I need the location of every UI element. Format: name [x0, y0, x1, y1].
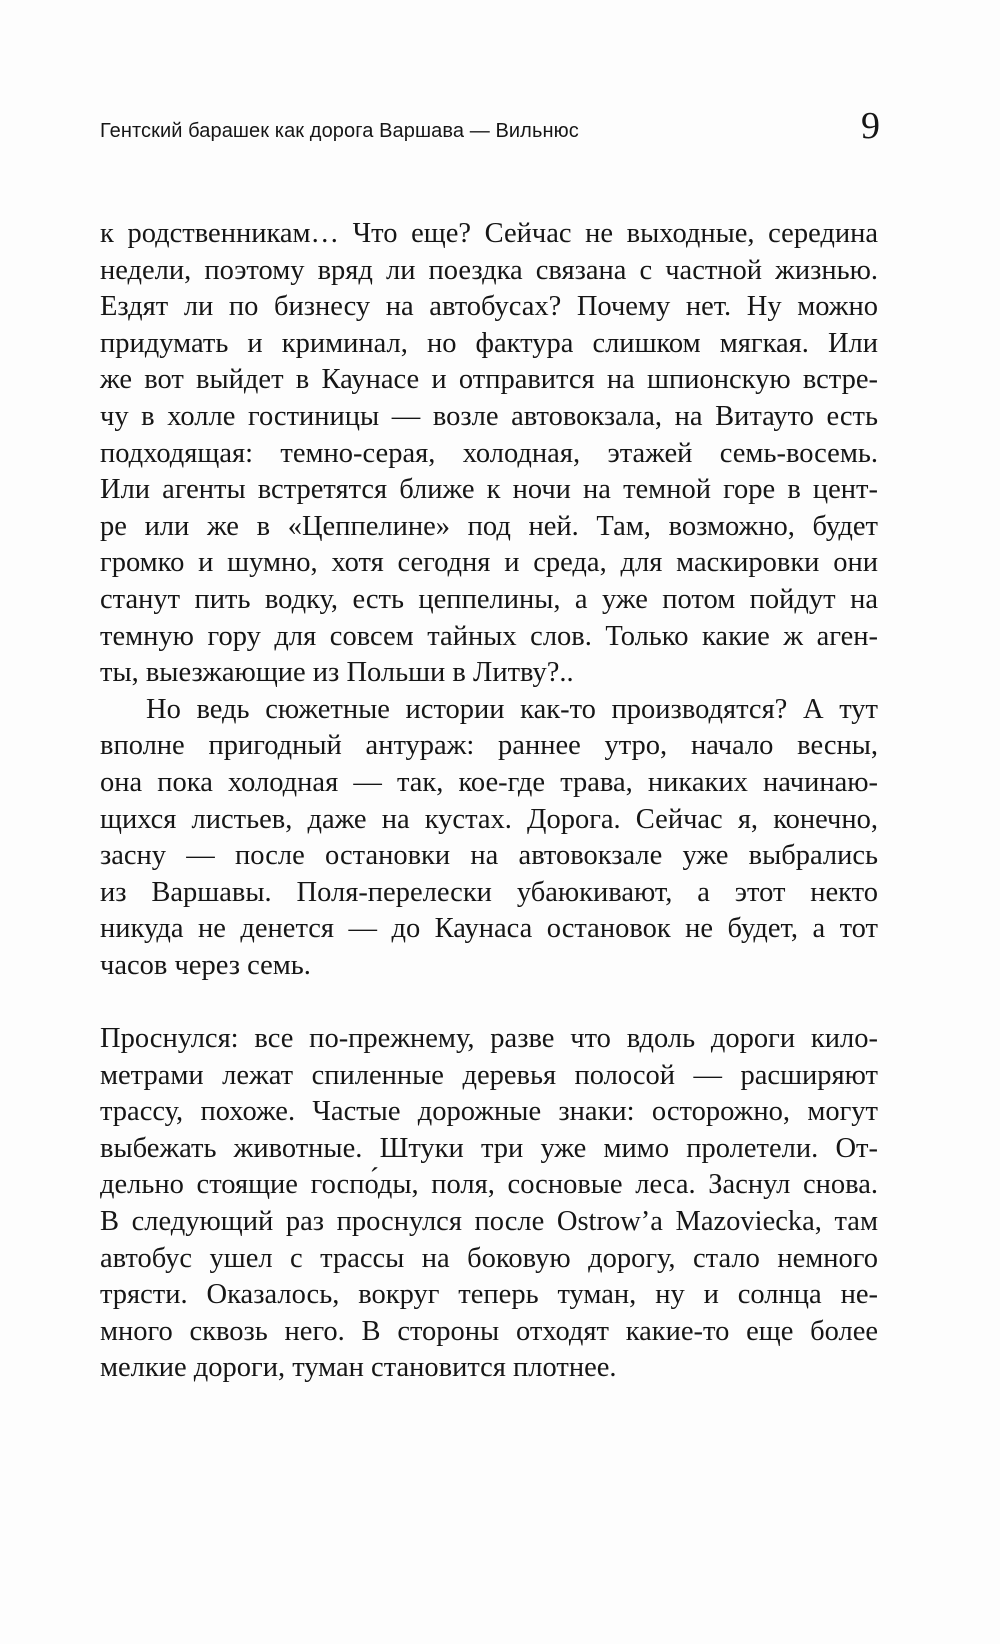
text-line: В следующий раз проснулся после Ostrow’a Mazoviecka, там — [100, 1206, 878, 1238]
text-line: трассу, похоже. Частые дорожные знаки: осторожно, могут — [100, 1096, 878, 1128]
text-line: вполне пригодный антураж: раннее утро, начало весны, — [100, 730, 878, 762]
text-line: недели, поэтому вряд ли поездка связана с частной жизнью. — [100, 254, 878, 286]
text-line: она пока холодная — так, кое-где трава, никаких начинаю- — [100, 766, 878, 798]
paragraph-1 — [100, 216, 878, 692]
running-title: Гентский барашек как дорога Варшава — Вильнюс — [100, 120, 579, 142]
paragraph-3 — [100, 1021, 878, 1387]
text-line: никуда не денется — до Каунаса остановок не будет, а тот — [100, 913, 878, 945]
text-line: ре или же в «Цеппелине» под ней. Там, возможно, будет — [100, 510, 878, 542]
text-line: выбежать животные. Штуки три уже мимо пролетели. От- — [100, 1132, 878, 1164]
paragraph-2 — [100, 692, 878, 985]
page-number: 9 — [861, 105, 880, 147]
text-line: из Варшавы. Поля-перелески убаюкивают, а этот некто — [100, 876, 878, 908]
text-line: Или агенты встретятся ближе к ночи на темной горе в цент- — [100, 474, 878, 506]
text-line: же вот выйдет в Каунасе и отправится на шпионскую встре- — [100, 364, 878, 396]
text-line: мелкие дороги, туман становится плотнее. — [100, 1352, 617, 1384]
body-text — [100, 216, 878, 1387]
text-line: к родственникам… Что еще? Сейчас не выходные, середина — [100, 218, 878, 249]
section-break — [100, 984, 878, 1021]
text-line: Но ведь сюжетные истории как-то производятся? А тут — [146, 693, 878, 725]
text-line: станут пить водку, есть цеппелины, а уже потом пойдут на — [100, 583, 878, 615]
text-line: Проснулся: все по-прежнему, разве что вдоль дороги кило- — [100, 1023, 878, 1055]
text-line: щихся листьев, даже на кустах. Дорога. Сейчас я, конечно, — [100, 803, 878, 835]
text-line: подходящая: темно-серая, холодная, этажей семь-восемь. — [100, 437, 878, 469]
text-line: много сквозь него. В стороны отходят какие-то еще более — [100, 1315, 878, 1347]
text-line: громко и шумно, хотя сегодня и среда, для маскировки они — [100, 547, 878, 579]
text-line: трясти. Оказалось, вокруг теперь туман, ну и солнца не- — [100, 1279, 878, 1311]
text-line: часов через семь. — [100, 949, 311, 981]
text-line: метрами лежат спиленные деревья полосой — расширяют — [100, 1059, 878, 1091]
text-line: темную гору для совсем тайных слов. Только какие ж аген- — [100, 620, 878, 652]
text-line: придумать и криминал, но фактура слишком мягкая. Или — [100, 327, 878, 359]
text-line: Ездят ли по бизнесу на автобусах? Почему нет. Ну можно — [100, 291, 878, 323]
running-head — [100, 105, 880, 150]
text-line: засну — после остановки на автовокзале уже выбрались — [100, 840, 878, 872]
text-line: ты, выезжающие из Польши в Литву?.. — [100, 657, 574, 689]
text-line: дельно стоящие госпо́ды, поля, сосновые леса. Заснул снова. — [100, 1169, 878, 1201]
text-line: чу в холле гостиницы — возле автовокзала, на Витауто есть — [100, 400, 878, 432]
text-line: автобус ушел с трассы на боковую дорогу, стало немного — [100, 1242, 878, 1274]
